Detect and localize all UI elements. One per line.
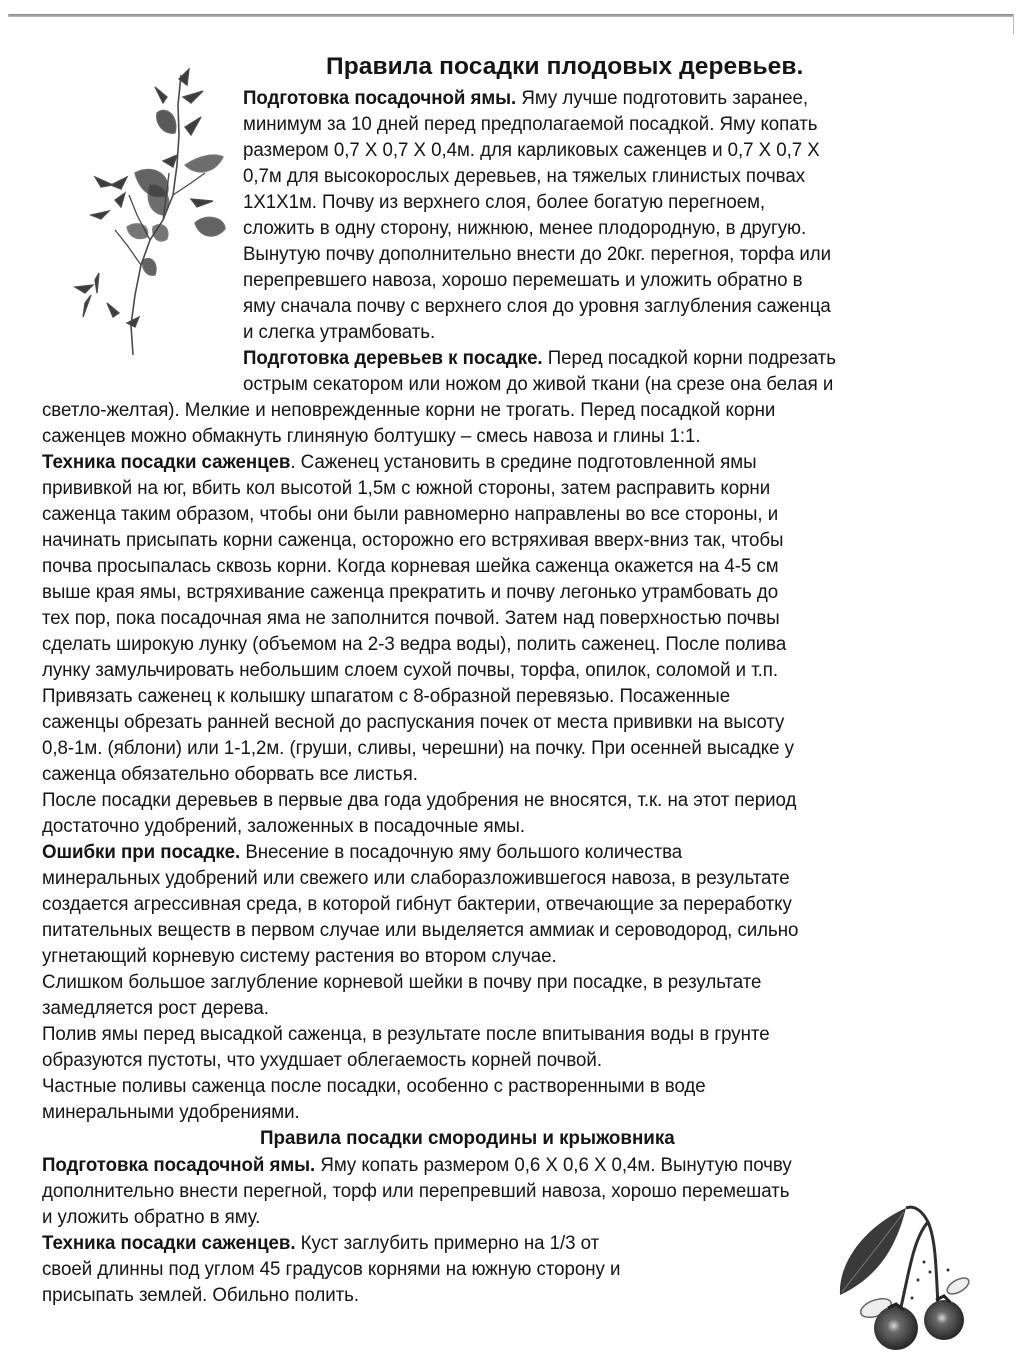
text-line: и уложить обратно в яму. <box>42 1206 261 1228</box>
text-line: минимум за 10 дней перед предполагаемой посадкой. Яму копать <box>243 113 818 135</box>
text-line: саженцы обрезать ранней весной до распускания почек от места прививки на высоту <box>42 711 785 733</box>
text-line: своей длинны под углом 45 градусов корнями на южную сторону и <box>42 1258 621 1280</box>
text-run: Перед посадкой корни подрезать <box>542 347 836 369</box>
text-line <box>42 839 682 865</box>
text-line: присыпать землей. Обильно полить. <box>42 1284 360 1306</box>
section-heading: Техника посадки саженцев. <box>42 1232 296 1254</box>
text-line: выше края ямы, встряхивание саженца прекратить и почву легонько утрамбовать до <box>42 581 779 603</box>
text-line: острым секатором или ножом до живой ткани (на срезе она белая и <box>243 373 834 395</box>
text-line: саженца таким образом, чтобы они были равномерно направлены во все стороны, и <box>42 503 779 525</box>
cherry-icon <box>828 1200 998 1350</box>
text-line: минеральных удобрений или свежего или слаборазложившегося навоза, в результате <box>42 867 790 889</box>
text-line: светло-желтая). Мелкие и неповрежденные корни не трогать. Перед посадкой корни <box>42 399 776 421</box>
text-line <box>42 449 756 475</box>
section-heading: Техника посадки саженцев <box>42 451 291 473</box>
text-line: саженца обязательно оборвать все листья. <box>42 763 418 785</box>
text-line: прививкой на юг, вбить кол высотой 1,5м с южной стороны, затем расправить корни <box>42 477 771 499</box>
text-line: начинать присыпать корни саженца, осторожно его встряхивая вверх-вниз так, чтобы <box>42 529 784 551</box>
text-line: перепревшего навоза, хорошо перемешать и уложить обратно в <box>243 269 803 291</box>
section-heading: Подготовка деревьев к посадке. <box>243 347 543 369</box>
text-line: 0,7м для высокорослых деревьев, на тяжелых глинистых почвах <box>243 165 806 187</box>
text-line: размером 0,7 Х 0,7 Х 0,4м. для карликовых саженцев и 0,7 Х 0,7 Х <box>243 139 820 161</box>
text-line: 0,8-1м. (яблони) или 1-1,2м. (груши, сливы, черешни) на почку. При осенней высадке у <box>42 737 794 759</box>
text-line: дополнительно внести перегной, торф или перепревший навоза, хорошо перемешать <box>42 1180 790 1202</box>
text-line: сделать широкую лунку (объемом на 2-3 ведра воды), полить саженец. После полива <box>42 633 787 655</box>
text-line: яму сначала почву с верхнего слоя до уровня заглубления саженца <box>243 295 831 317</box>
text-line <box>42 1152 792 1178</box>
text-run: Яму копать размером 0,6 Х 0,6 Х 0,4м. Вынутую почву <box>315 1154 792 1176</box>
text-line <box>243 85 808 111</box>
text-line: Привязать саженец к колышку шпагатом с 8-образной перевязью. Посаженные <box>42 685 731 707</box>
text-run: Яму лучше подготовить заранее, <box>516 87 809 109</box>
text-line: и слегка утрамбовать. <box>243 321 436 343</box>
section-heading: Ошибки при посадке. <box>42 841 241 863</box>
text-line: Вынутую почву дополнительно внести до 20кг. перегноя, торфа или <box>243 243 832 265</box>
text-line: тех пор, пока посадочная яма не заполнится почвой. Затем над поверхностью почвы <box>42 607 780 629</box>
text-line: Частные поливы саженца после посадки, особенно с растворенными в воде <box>42 1075 706 1097</box>
text-line: угнетающий корневую систему растения во втором случае. <box>42 945 557 967</box>
plant-sprig-icon <box>55 55 235 355</box>
text-line: питательных веществ в первом случае или выделяется аммиак и сероводород, сильно <box>42 919 799 941</box>
section-heading: Подготовка посадочной ямы. <box>42 1154 316 1176</box>
text-line: Полив ямы перед высадкой саженца, в результате после впитывания воды в грунте <box>42 1023 770 1045</box>
text-run: . Саженец установить в средине подготовленной ямы <box>290 451 757 473</box>
text-line: саженцев можно обмакнуть глиняную болтушку – смесь навоза и глины 1:1. <box>42 425 701 447</box>
text-line: замедляется рост дерева. <box>42 997 269 1019</box>
text-line: Слишком большое заглубление корневой шейки в почву при посадке, в результате <box>42 971 762 993</box>
text-line <box>243 345 836 371</box>
text-line: почва просыпалась сквозь корни. Когда корневая шейка саженца окажется на 4-5 см <box>42 555 779 577</box>
text-line <box>42 1230 599 1256</box>
text-line: создается агрессивная среда, в которой гибнут бактерии, отвечающие за переработку <box>42 893 792 915</box>
text-line: 1Х1Х1м. Почву из верхнего слоя, более богатую перегноем, <box>243 191 766 213</box>
text-line: минеральными удобрениями. <box>42 1101 300 1123</box>
text-line: образуются пустоты, что ухудшает облегаемость корней почвой. <box>42 1049 602 1071</box>
subtitle-currant-gooseberry: Правила посадки смородины и крыжовника <box>260 1127 675 1149</box>
text-run: Куст заглубить примерно на 1/3 от <box>295 1232 600 1254</box>
section-heading: Подготовка посадочной ямы. <box>243 87 517 109</box>
text-line: После посадки деревьев в первые два года удобрения не вносятся, т.к. на этот период <box>42 789 797 811</box>
text-line: достаточно удобрений, заложенных в посадочные ямы. <box>42 815 525 837</box>
text-line: сложить в одну сторону, нижнюю, менее плодородную, в другую. <box>243 217 807 239</box>
document-title: Правила посадки плодовых деревьев. <box>326 53 804 80</box>
text-line: лунку замульчировать небольшим слоем сухой почвы, торфа, опилок, соломой и т.п. <box>42 659 779 681</box>
text-run: Внесение в посадочную яму большого количества <box>240 841 683 863</box>
